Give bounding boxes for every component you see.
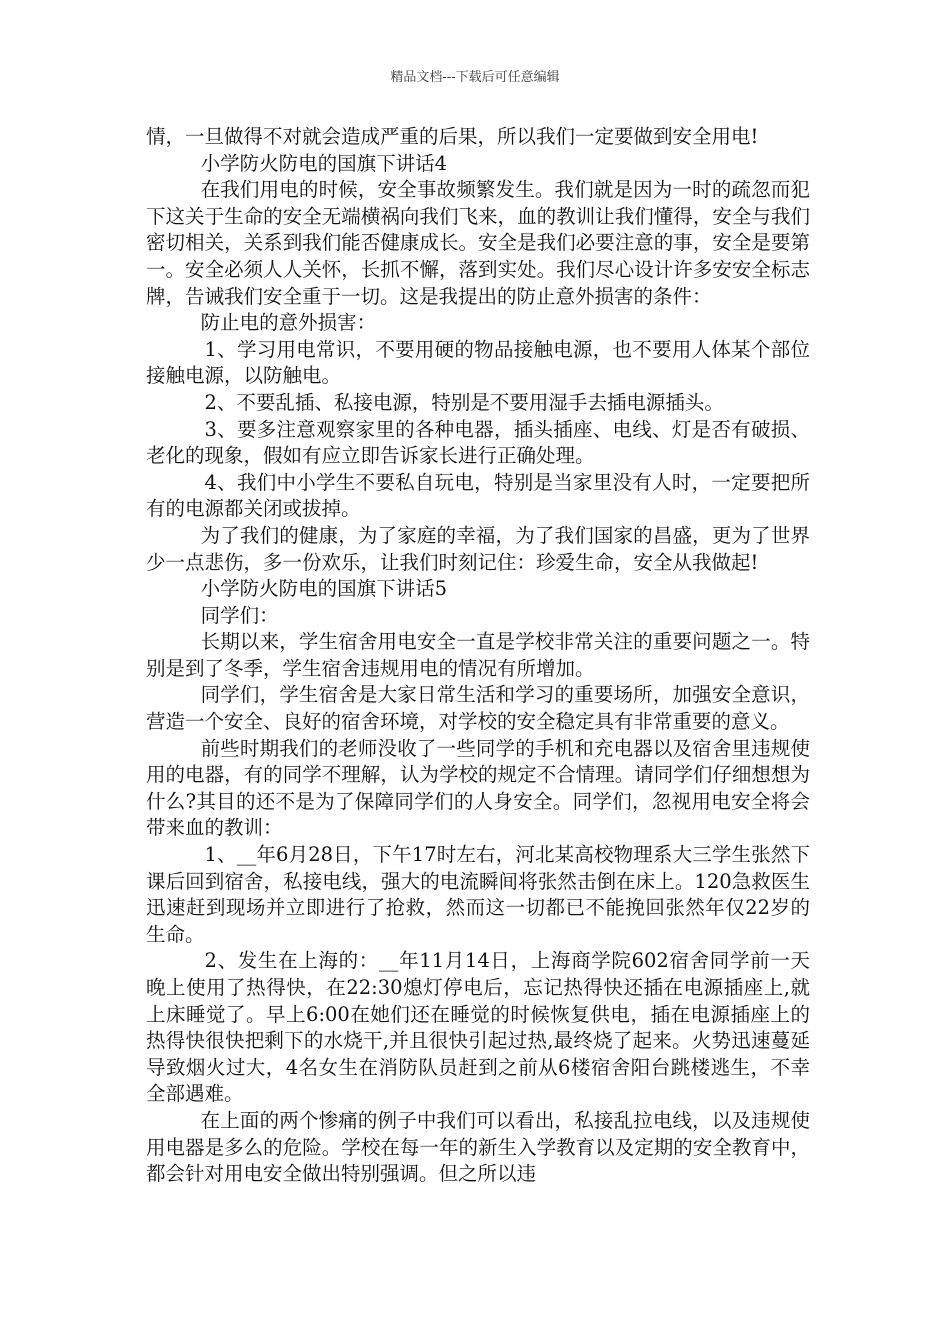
paragraph: 在我们用电的时候，安全事故频繁发生。我们就是因为一时的疏忽而犯下这关于生命的安全无端横祸向我们飞来，血的教训让我们懂得，安全与我们密切相关，关系到我们能否健康成长。安全是我们必要注意的事，安全是要第一。安全必须人人关怀，长抓不懈，落到实处。我们尽心设计许多安安全标志牌，告诫我们安全重于一切。这是我提出的防止意外损害的条件：: [146, 178, 810, 308]
paragraph: 防止电的意外损害：: [200, 311, 377, 335]
paragraph: 前些时期我们的老师没收了一些同学的手机和充电器以及宿舍里违规使用的电器，有的同学不理解，认为学校的规定不合情理。请同学们仔细想想为什么?其目的还不是为了保障同学们的人身安全。同学们，忽视用电安全将会带来血的教训：: [146, 736, 810, 840]
document-body: [146, 124, 810, 1188]
paragraph: 同学们：: [200, 603, 279, 627]
list-item: 2、不要乱插、私接电源，特别是不要用湿手去插电源插头。: [204, 390, 724, 414]
paragraph: 在上面的两个惨痛的例子中我们可以看出，私接乱拉电线，以及违规使用电器是多么的危险。学校在每一年的新生入学教育以及定期的安全教育中，都会针对用电安全做出特别强调。但之所以违: [146, 1108, 810, 1186]
section-heading: 小学防火防电的国旗下讲话5: [200, 577, 448, 601]
paragraph: 同学们，学生宿舍是大家日常生活和学习的重要场所，加强安全意识，营造一个安全、良好的宿舍环境，对学校的安全稳定具有非常重要的意义。: [146, 683, 810, 734]
list-item: 2、发生在上海的：__年11月14日，上海商学院602宿舍同学前一天晚上使用了热得快，在22:30熄灯停电后，忘记热得快还插在电源插座上,就上床睡觉了。早上6:00在她们还在睡觉的时候恢复供电，插在电源插座上的热得快很快把剩下的水烧干,并且很快引起过热,最终烧了起来。火势迅速蔓延导致烟火过大，4名女生在消防队员赶到之前从6楼宿舍阳台跳楼逃生，不幸全部遇难。: [146, 949, 810, 1106]
paragraph: 为了我们的健康，为了家庭的幸福，为了我们国家的昌盛，更为了世界少一点悲伤，多一份欢乐，让我们时刻记住：珍爱生命，安全从我做起!: [146, 523, 810, 574]
list-item: 1、__年6月28日，下午17时左右，河北某高校物理系大三学生张然下课后回到宿舍，私接电线，强大的电流瞬间将张然击倒在床上。120急救医生迅速赶到现场并立即进行了抢救，然而这一切都已不能挽回张然年仅22岁的生命。: [146, 843, 810, 946]
list-item: 1、学习用电常识，不要用硬的物品接触电源，也不要用人体某个部位接触电源，以防触电。: [146, 337, 810, 388]
section-heading: 小学防火防电的国旗下讲话4: [200, 151, 448, 175]
list-item: 3、要多注意观察家里的各种电器，插头插座、电线、灯是否有破损、老化的现象，假如有应立即告诉家长进行正确处理。: [146, 417, 810, 468]
paragraph: 情，一旦做得不对就会造成严重的后果，所以我们一定要做到安全用电!: [146, 125, 759, 148]
page-header: 精品文档---下载后可任意编辑: [390, 70, 560, 85]
paragraph: 长期以来，学生宿舍用电安全一直是学校非常关注的重要问题之一。特别是到了冬季，学生宿舍违规用电的情况有所增加。: [146, 630, 810, 680]
list-item: 4、我们中小学生不要私自玩电，特别是当家里没有人时，一定要把所有的电源都关闭或拔掉。: [146, 470, 810, 521]
